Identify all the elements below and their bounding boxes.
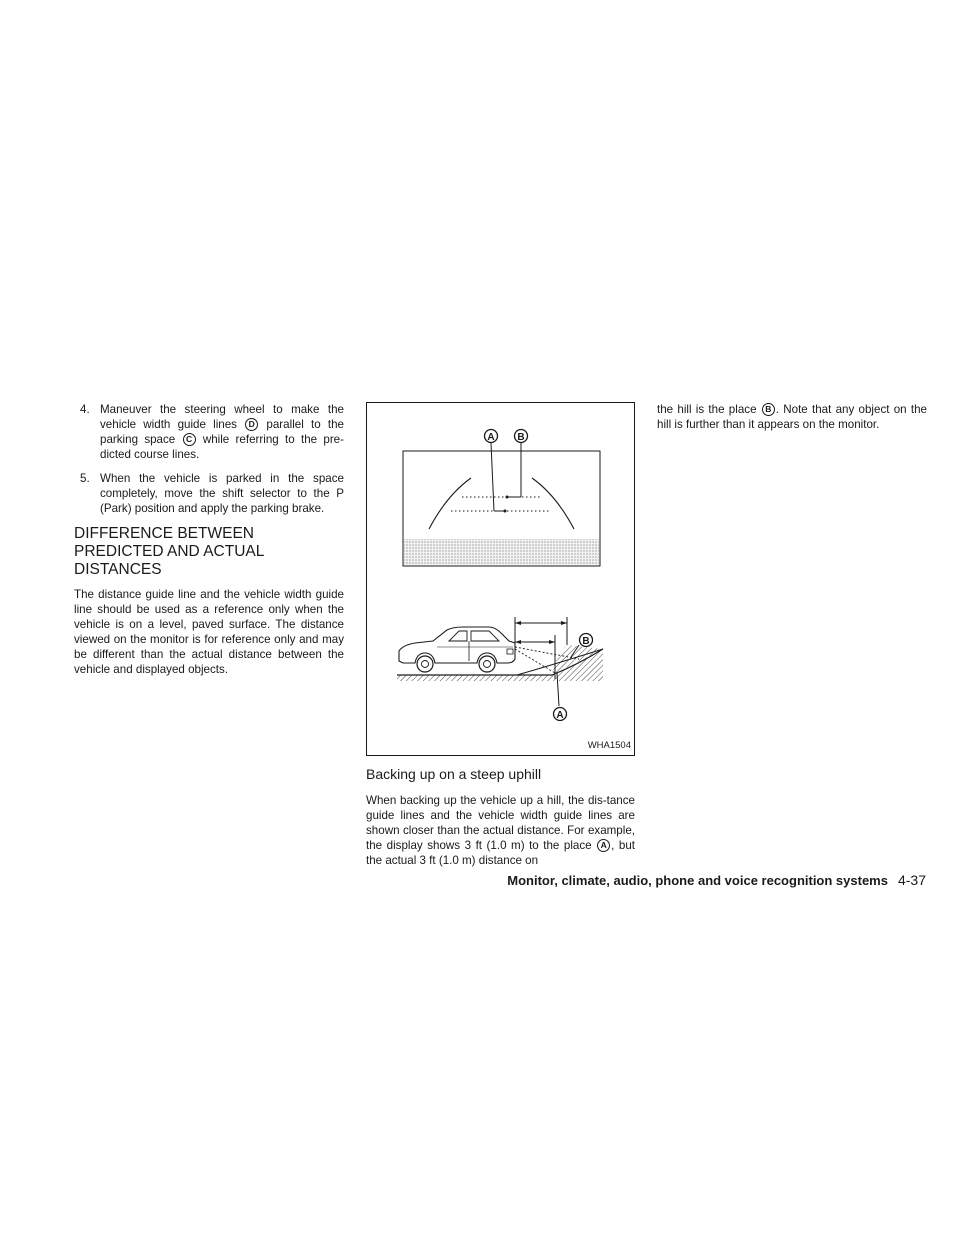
section-paragraph: The distance guide line and the vehicle width guide line should be used as a reference only when the vehicle is on a level, paved surface. The distance viewed on the monitor is for reference only and may be different than the actual distance between the vehicle and displayed objects. (74, 588, 344, 676)
figure-code: WHA1504 (587, 740, 631, 751)
svg-text:B: B (517, 432, 525, 443)
label-a-side (554, 708, 567, 722)
svg-text:A: A (487, 432, 495, 443)
list-number: 4. (80, 403, 90, 416)
list-item (74, 402, 344, 462)
label-a-top (485, 430, 498, 444)
monitor-screen (403, 443, 600, 566)
chapter-title: Monitor, climate, audio, phone and voice recognition systems (507, 873, 888, 888)
backing-uphill-illustration (367, 403, 634, 755)
list-text: When the vehicle is parked in the space completely, move the shift selector to the P (Park) position and apply the parking brake. (100, 472, 344, 515)
list-number: 5. (80, 472, 90, 485)
bumper-area (404, 539, 599, 565)
uphill-paragraph: When backing up the vehicle up a hill, the dis-tance guide lines and the vehicle width guide lines are shown closer than the actual distance. For example, the display shows 3 ft (1.0 m) to the place A , but the actual 3 ft (1.0 m) distance on (366, 794, 635, 867)
figure-caption-heading: Backing up on a steep uphill (366, 766, 542, 782)
svg-text:B: B (582, 636, 590, 647)
svg-text:A: A (556, 710, 564, 721)
marker-d: D (245, 418, 258, 431)
marker-c: C (183, 433, 196, 446)
section-heading: DIFFERENCE BETWEEN PREDICTED AND ACTUAL DISTANCES (74, 525, 264, 578)
right-column (657, 402, 927, 432)
middle-column (366, 402, 635, 868)
car-illustration (399, 627, 515, 672)
page-number: 4-37 (897, 872, 926, 888)
marker-b: B (762, 403, 775, 416)
continuation-paragraph: the hill is the place B . Note that any object on the hill is further than it appears on the monitor. (657, 403, 927, 431)
list-text: Maneuver the steering wheel to make the vehicle width guide lines D parallel to the parking space C while referring to the pre-dicted course lines. (100, 403, 344, 461)
label-b-side (580, 634, 593, 648)
illustration-figure (366, 402, 635, 756)
left-column (74, 402, 344, 677)
page-footer (507, 872, 926, 889)
marker-a: A (597, 839, 610, 852)
label-b-top (515, 430, 528, 444)
list-item (74, 471, 344, 516)
